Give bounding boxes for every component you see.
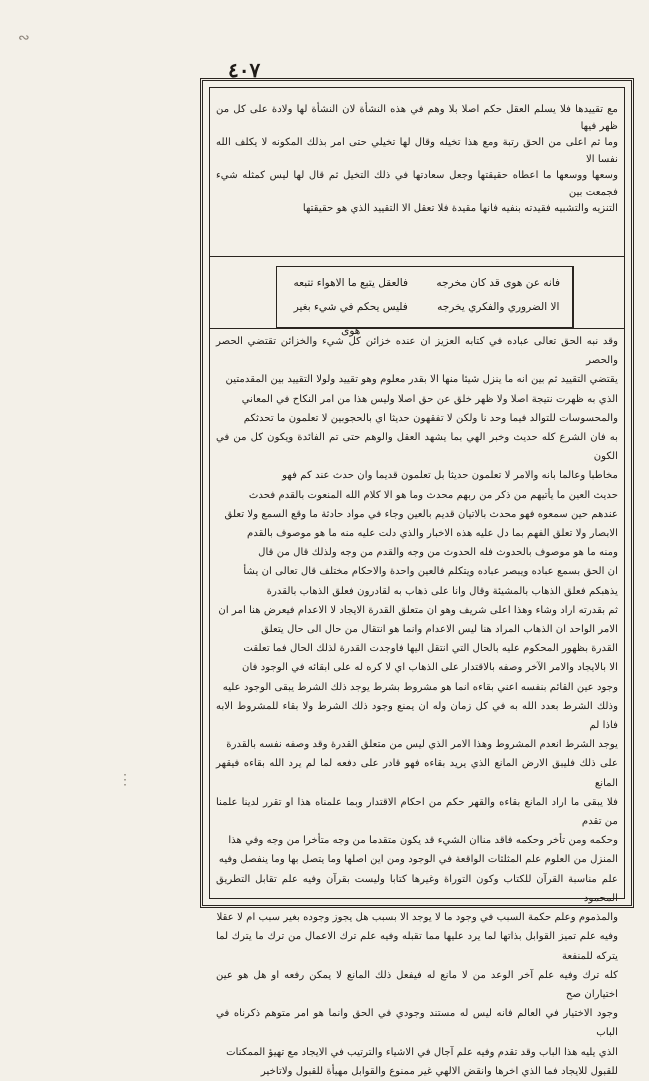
text-line: حديث العين ما يأتيهم من ذكر من ربهم محدث وما هو الا كلام الله المنعوت بالقدم فحدث bbox=[248, 489, 618, 501]
text-line: القدرة بظهور المحكوم عليه بالحال التي انتقل اليها فاوجدت القدرة لذلك الحال فما تعلقت bbox=[243, 643, 618, 655]
text-line: وقد نبه الحق تعالى عباده في كتابه العزيز ان عنده خزائن كل شيء والخزائن تقتضي الحصر والحصر bbox=[216, 336, 618, 367]
poem-verse: فالعقل يتبع ما الاهواء تتبعه bbox=[293, 277, 408, 289]
text-line: وسعها ووسعها ما اعطاه حقيقتها وجعل سعادتها في ذلك التخيل ثم قال لها ليس كمثله شيء فجمعت بين bbox=[216, 170, 618, 198]
text-line: الابصار ولا تعلق الفهم بما دل عليه هذه الاخبار والذي دلت عليه منه ما هو موصوف بالقدم bbox=[247, 528, 618, 540]
text-line: مخاطبا وعالما بانه والامر لا تعلمون حديثا بل تعلمون قديما وان حدث عند كم فهو bbox=[282, 470, 618, 482]
text-line: والمذموم وعلم حكمة السبب في وجود ما لا يوجد الا بسبب هل يجوز وجوده بغير سبب ام لا عقلا bbox=[216, 912, 618, 924]
text-line: يوجد الشرط انعدم المشروط وهذا الامر الذي ليس من متعلق القدرة وقد وصفه نفسه بالقدرة bbox=[226, 739, 618, 751]
divider-rule bbox=[210, 256, 624, 257]
text-line: يقتضي التقييد ثم بين انه ما ينزل شيئا منها الا بقدر معلوم وهو تقييد ولولا التقييد بين المقدمتين bbox=[225, 374, 618, 386]
text-line: والمحسوسات للتوالد فيما وحد نا ولكن لا تفقهون حديثا اي بالحجوبين لا تعلمون ما تحدثكم bbox=[243, 412, 618, 424]
poem-verse: فانه عن هوى قد كان مخرجه bbox=[436, 277, 561, 289]
text-line: التنزيه والتشبيه فقيدته بنفيه فانها مقيدة فلا تعقل الا التقييد الذي هو حقيقتها bbox=[302, 203, 618, 214]
text-line: وما ثم اعلى من الحق رتبة ومع هذا تخيله وقال لها تخيلي حتى امر بذلك المكونه لا يكلف الله نفسا الا bbox=[216, 137, 618, 165]
text-line: الامر الواحد ان الذهاب المراد هنا ليس الاعدام وانما هو انتقال من حال الى حال يتعلق bbox=[261, 624, 618, 636]
poem-verse: الا الضروري والفكري يخرجه bbox=[437, 301, 560, 313]
poem-right-column bbox=[277, 267, 425, 337]
poem-verse: فليس يحكم في شيء بغير هوى bbox=[293, 301, 408, 337]
text-line: ان الحق بسمع عباده ويبصر عباده ويتكلم فالعين واحدة والاحكام مختلف قال تعالى ان يشأ bbox=[243, 566, 618, 578]
text-line: للقبول للايجاد فما الذي اخرها وانقض الالهي غير ممنوع والقوابل مهيأة للقبول ولاتاخير bbox=[260, 1065, 618, 1077]
text-line: مع تقييدها فلا يسلم العقل حكم اصلا بلا وهم في هذه النشأة لان النشأة لها ولادة على كل من ظهر فيها bbox=[216, 104, 618, 132]
text-line: فلا يبقى ما اراد المانع بقاءه والقهر حكم من احكام الاقتدار وبما علمناه هذا او تقرر لدينا علمنا من تقدم bbox=[216, 796, 618, 828]
margin-mark-middle: ⋮ bbox=[118, 772, 132, 788]
text-block bbox=[209, 87, 625, 1077]
page-frame bbox=[200, 78, 634, 1077]
text-line: وذلك الشرط بعدد الله به في كل زمان وله ان يمنع وجود ذلك الشرط ولا بقاء للمشروط الابه فاذا لم bbox=[216, 700, 618, 732]
page-number: ٤٠٧ bbox=[228, 58, 261, 82]
poem-left-column bbox=[425, 267, 574, 327]
text-line: عندهم حين سمعوه فهو محدث بالاتيان قديم بالعين وجاء في مواد حادثة ما وقع السمع ولا تعلق bbox=[224, 508, 618, 520]
poem-box bbox=[276, 266, 574, 337]
text-line: المنزل من العلوم علم المثلثات الواقعة في الوجود ومن اين اصلها وما يتصل بها وما ينفصل وفيه bbox=[218, 854, 618, 866]
text-line: به فان الشرع كله حديث وخبر الهي بما يشهد العقل والوهم حتى تم الفائدة ويكون كل من في الكون bbox=[216, 432, 618, 463]
text-line: كله ترك وفيه علم آخر الوعد من لا مانع له فيفعل ذلك المانع لا يمكن رفعه او هل هو عين اختياران صح bbox=[216, 969, 618, 1000]
text-line: على ذلك فليبق الارض المانع الذي يريد بقاءه فهو قادر على دفعه لما لم يرد الله بقاءه فيقهر المانع bbox=[216, 758, 618, 789]
top-paragraph bbox=[216, 102, 618, 218]
text-line: وحكمه ومن تأخر وحكمه فاقد مناان الشيء قد يكون متقدما من وجه متأخرا من وجه وفي هذا bbox=[228, 835, 618, 847]
text-line: الذي يليه هذا الباب وقد تقدم وفيه علم آجال في الاشياء والترتيب في الايجاد مع تهيؤ الممكنات bbox=[226, 1046, 618, 1058]
text-line: وجود الاختيار في العالم فانه ليس له مستند وجودي في الحق وانما هو امر متوهم ذكرناه في الباب bbox=[216, 1008, 618, 1039]
divider-rule bbox=[210, 328, 624, 329]
text-line: وجود عين القائم بنفسه اعني بقاءه انما هو مشروط بشرط يوجد ذلك الشرط يبقى الوجود عليه bbox=[222, 681, 618, 693]
text-line: يذهبكم فعلق الذهاب بالمشيئة وقال وانا على ذهاب به لقادرون فعلق الذهاب بالقدرة bbox=[266, 585, 618, 597]
text-line: ثم بقدرته اراد وشاء وهذا اعلى شريف وهو ان متعلق القدرة الايجاد لا الاعدام فيعرض هنا امر ان bbox=[218, 604, 618, 616]
text-line: وفيه علم تميز القوابل بذاتها لما يرد عليها مما تقبله وفيه علم ترك الاعمال من ترك ما يترك لما يتركه للمنفعة bbox=[216, 931, 618, 962]
body-paragraph bbox=[216, 332, 618, 1081]
text-line: علم مناسبة القرآن للكتاب وكون التوراة وغيرها كتابا وليست بقرآن وفيه علم تقابل التطريق المحمود bbox=[216, 873, 618, 904]
text-line: الا بالايجاد والامر الآخر وصفه بالاقتدار على الذهاب اي لا كره له على ابقائه في الوجود فان bbox=[242, 662, 618, 674]
text-line: الذي به ظهرت نتيجة اصلا ولا ظهر خلق عن حق اصلا وليس هذا من امر النكاح في المعاني bbox=[241, 393, 618, 405]
text-line: ومنه ما هو موصوف بالحدوث فله الحدوث من وجه والقدم من وجه ولذلك قال من قال bbox=[258, 547, 618, 559]
margin-mark-top: ∾ bbox=[18, 30, 30, 46]
